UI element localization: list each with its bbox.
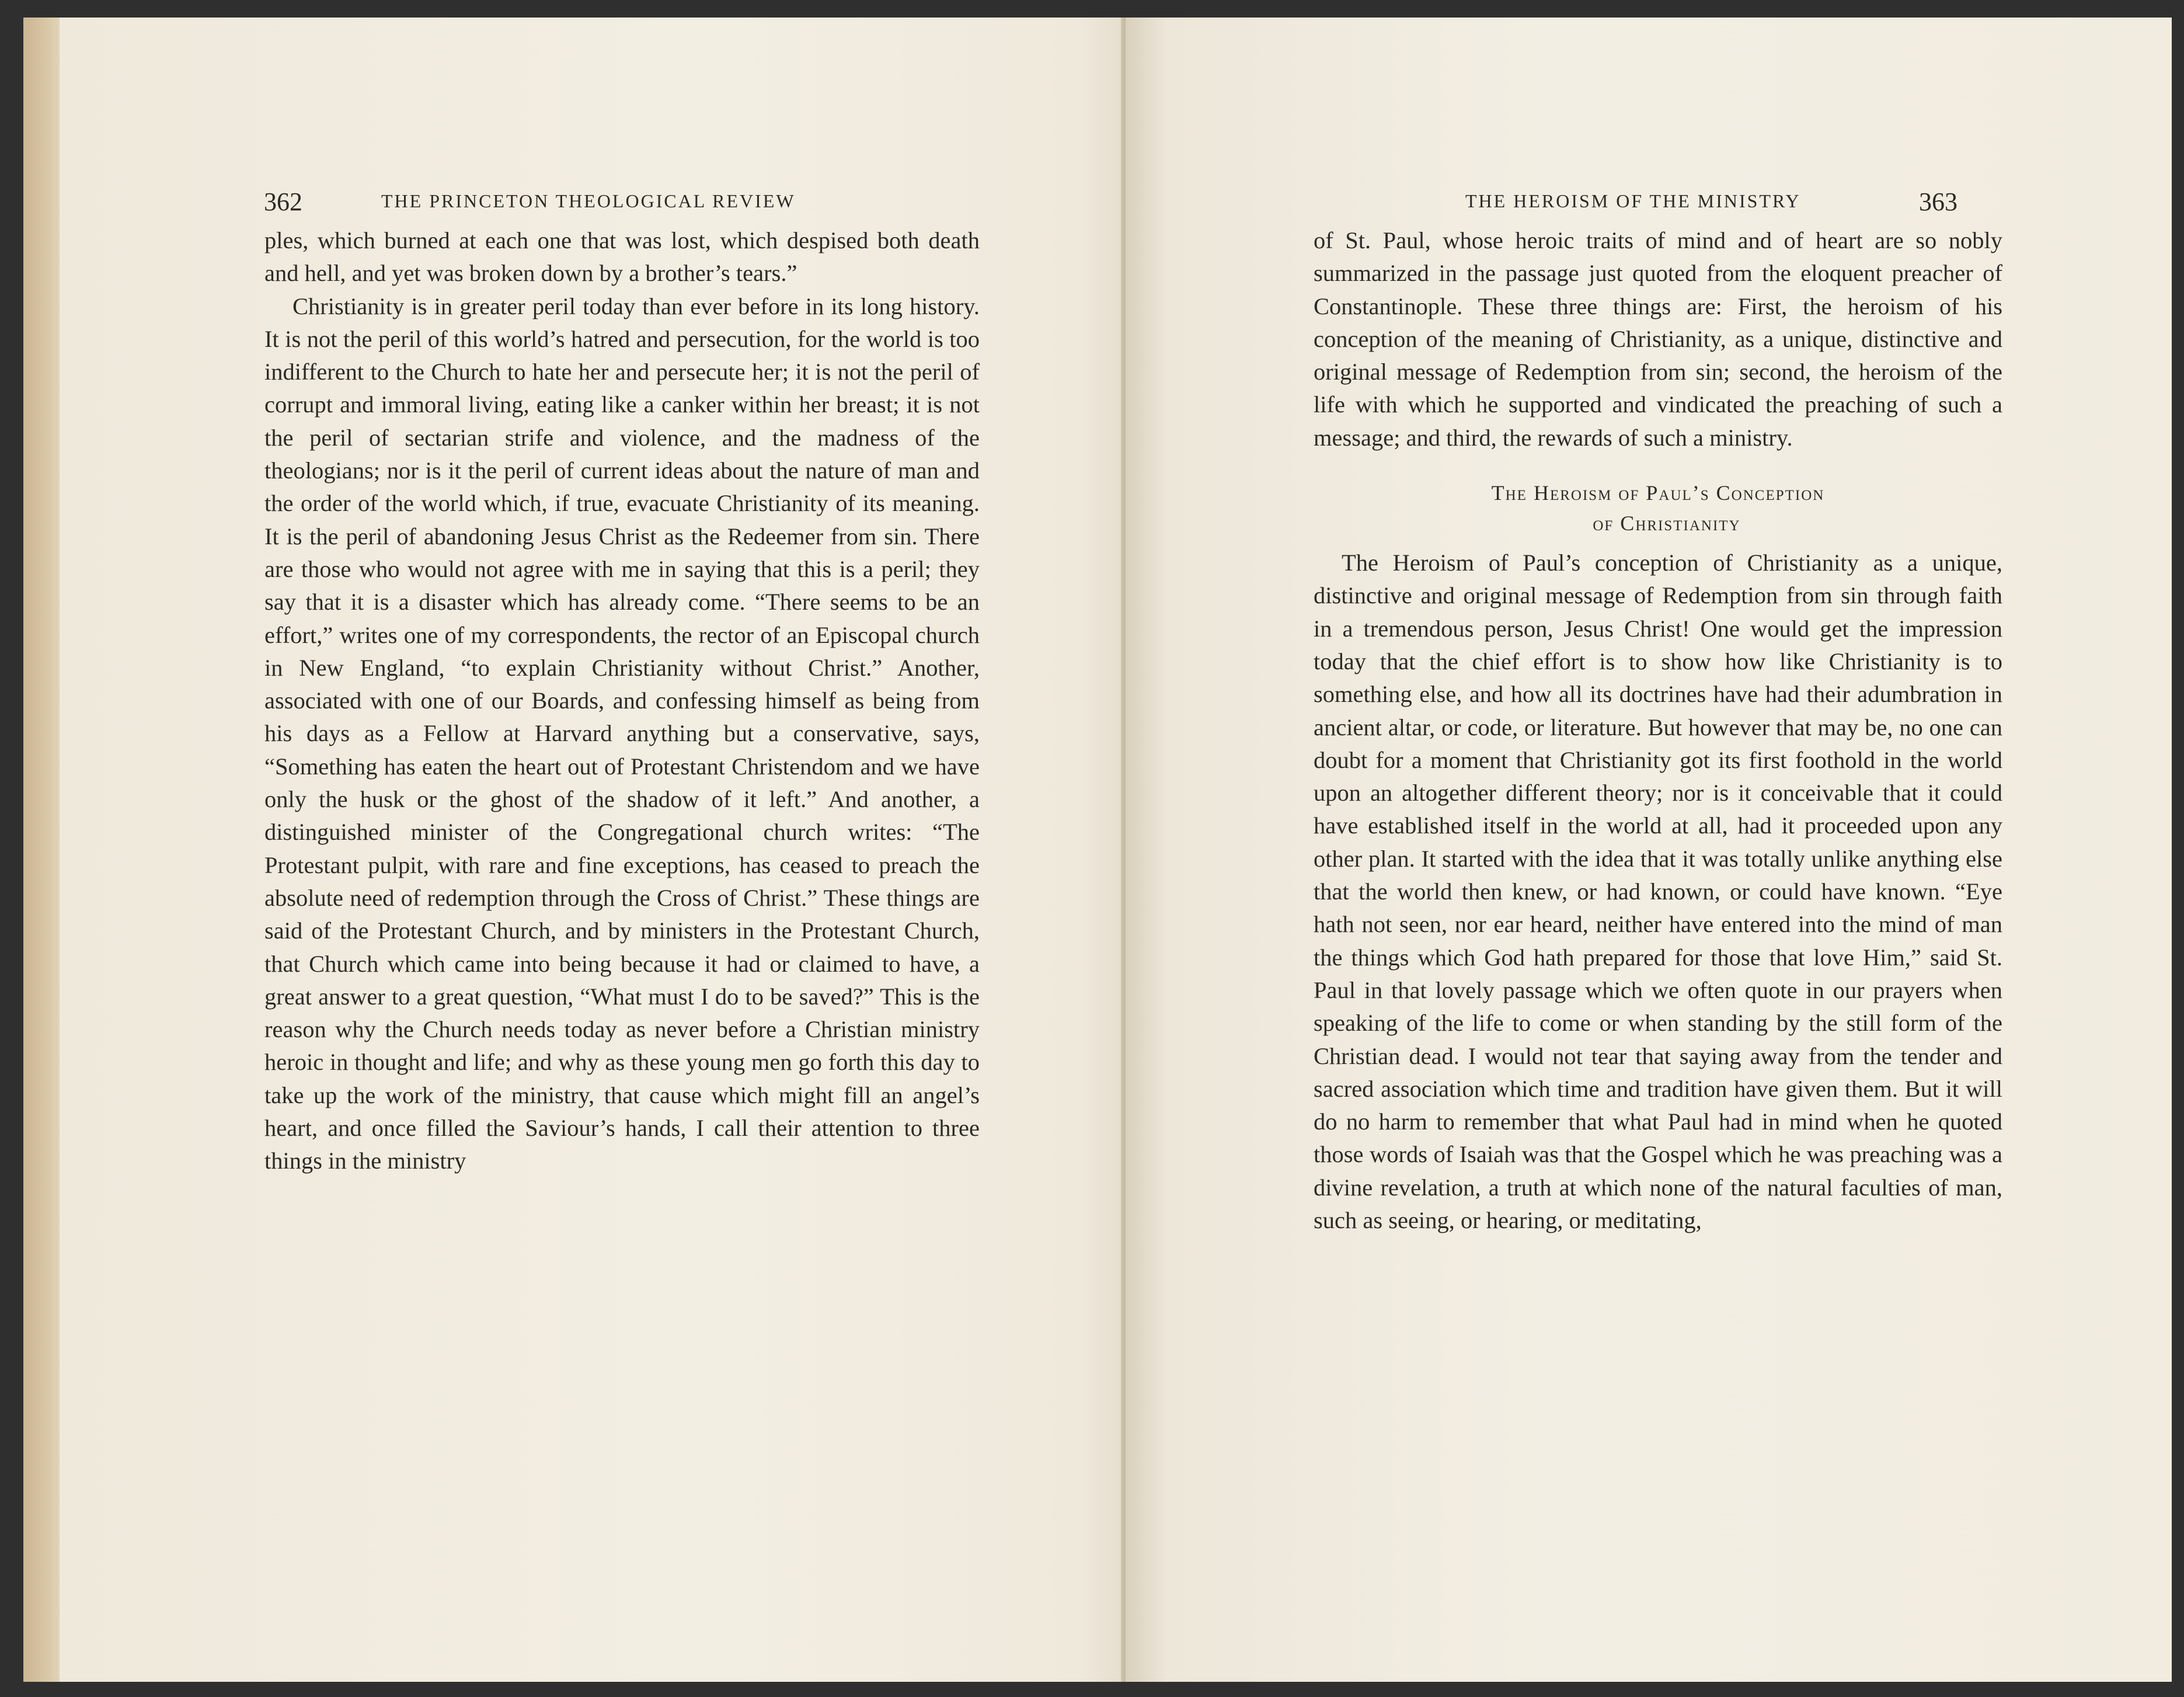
paragraph: of St. Paul, whose heroic traits of mind and of heart are so nobly summarized in the passage just quoted from the eloquent preacher of Constantinople. These three things are: First, the heroism of his conception of the meaning of Christianity, as a unique, distinctive and original message of Redemption from sin; second, the heroism of the life with which he supported and vindicated the preaching of such a message; and third, the rewards of such a ministry. xyxy=(1314,227,2002,451)
page-edge xyxy=(23,18,61,1682)
left-page xyxy=(60,18,1144,1682)
right-page-number: 363 xyxy=(1919,187,1957,216)
section-heading-line: of Christianity xyxy=(1593,512,1741,535)
right-running-head: THE HEROISM OF THE MINISTRY xyxy=(1465,190,1801,211)
section-heading xyxy=(1314,478,2002,538)
book-spread xyxy=(23,18,2172,1682)
paragraph: The Heroism of Paul’s conception of Christianity as a unique, distinctive and original message of Redemption from sin through faith in a tremendous person, Jesus Christ! One would get the impression today that the chief effort is to show how like Christianity is to something else, and how all its doctrines have had their adumbration in ancient altar, or code, or literature. But however that may be, no one can doubt for a moment that Christianity got its first foothold in the world upon an altogether different theory; nor is it conceivable that it could have established itself in the world at all, had it proceeded upon any other plan. It started with the idea that it was totally unlike anything else that the world then knew, or had known, or could have known. “Eye hath not seen, nor ear heard, neither have entered into the mind of man the things which God hath prepared for those that love Him,” said St. Paul in that lovely passage which we often quote in our prayers when speaking of the life to come or when standing by the still form of the Christian dead. I would not tear that saying away from the tender and sacred association which time and tradition have given them. But it will do no harm to remember that what Paul had in mind when he quoted those words of Isaiah was that the Gospel which he was preaching was a divine revelation, a truth at which none of the natural faculties of man, such as seeing, or hearing, or meditating, xyxy=(1314,550,2002,1234)
left-running-head: THE PRINCETON THEOLOGICAL REVIEW xyxy=(381,190,796,211)
right-page xyxy=(1126,18,2172,1682)
right-text-column xyxy=(1314,224,2002,1237)
paragraph: ples, which burned at each one that was lost, which despised both death and hell, and yet was broken down by a brother’s tears.” xyxy=(264,227,980,287)
section-heading-line: The Heroism of Paul’s Conception xyxy=(1491,481,1825,505)
paragraph: Christianity is in greater peril today than ever before in its long history. It is not the peril of this world’s hatred and persecution, for the world is too indifferent to the Church to hate her and persecute her; it is not the peril of corrupt and immoral living, eating like a canker within her breast; it is not the peril of sectarian strife and violence, and the madness of the theologians; nor is it the peril of current ideas about the nature of man and the order of the world which, if true, evacuate Christianity of its meaning. It is the peril of abandoning Jesus Christ as the Redeemer from sin. There are those who would not agree with me in saying that this is a peril; they say that it is a disaster which has already come. “There seems to be an effort,” writes one of my correspondents, the rector of an Episcopal church in New England, “to explain Christianity without Christ.” Another, associated with one of our Boards, and confessing himself as being from his days as a Fellow at Harvard anything but a conservative, says, “Something has eaten the heart out of Protestant Christendom and we have only the husk or the ghost of the shadow of it left.” And another, a distinguished minister of the Congregational church writes: “The Protestant pulpit, with rare and fine exceptions, has ceased to preach the absolute need of redemption through the Cross of Christ.” These things are said of the Protestant Church, and by ministers in the Protestant Church, that Church which came into being because it had or claimed to have, a great answer to a great question, “What must I do to be saved?” This is the reason why the Church needs today as never before a Christian ministry heroic in thought and life; and why as these young men go forth this day to take up the work of the ministry, that cause which might fill an angel’s heart, and once filled the Saviour’s hands, I call their attention to three things in the ministry xyxy=(264,293,980,1174)
left-text-column xyxy=(264,224,980,1178)
left-page-number: 362 xyxy=(264,187,302,216)
